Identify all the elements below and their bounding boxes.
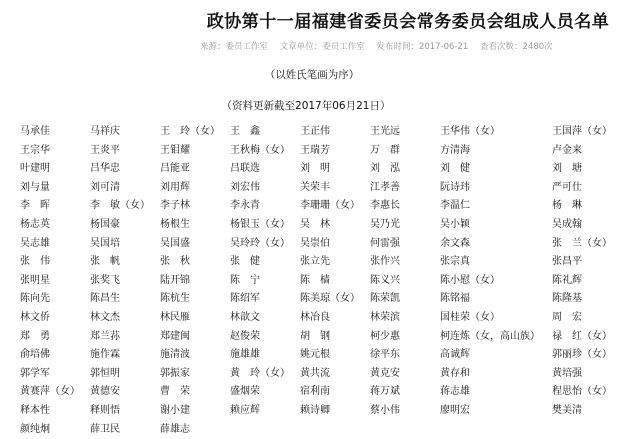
member-name: 廖明宏 (440, 402, 552, 421)
member-name: 郭丽珍（女） (552, 346, 632, 365)
member-name: 刘 塘 (552, 160, 632, 179)
member-name: 李 敏（女） (90, 197, 160, 216)
name-row (20, 290, 640, 309)
member-name: 宿利南 (300, 383, 370, 402)
member-name: 陈铭福 (440, 290, 552, 309)
member-name: 张 帆 (90, 253, 160, 272)
member-name: 王正伟 (300, 123, 370, 142)
member-name: 禄 红（女） (552, 328, 632, 347)
member-name (552, 421, 632, 439)
member-name: 薛卫民 (90, 421, 160, 439)
member-name: 李子林 (160, 197, 230, 216)
member-name: 陆开锦 (160, 272, 230, 291)
member-name: 王 鑫 (230, 123, 300, 142)
member-name: 赵俊荣 (230, 328, 300, 347)
name-row (20, 421, 640, 439)
member-name: 施作霖 (90, 346, 160, 365)
name-row (20, 216, 640, 235)
member-name: 郑 勇 (20, 328, 90, 347)
member-name: 蔡小伟 (370, 402, 440, 421)
member-name: 张昌平 (552, 253, 632, 272)
name-row (20, 365, 640, 384)
name-row (20, 402, 640, 421)
member-name: 黄德安 (90, 383, 160, 402)
member-name: 郑兰荪 (90, 328, 160, 347)
member-name: 吕能亚 (160, 160, 230, 179)
member-name: 吴小颖 (440, 216, 552, 235)
member-name: 刘与量 (20, 179, 90, 198)
member-name: 吴成翰 (552, 216, 632, 235)
member-name: 何雷强 (370, 235, 440, 254)
name-row (20, 346, 640, 365)
member-name: 吴国培 (90, 235, 160, 254)
name-row (20, 160, 640, 179)
meta-author: 文章单位：委员工作室 (280, 42, 365, 52)
member-name: 陈绍军 (230, 290, 300, 309)
meta-views: 查看次数：2480次 (480, 42, 553, 52)
member-name: 柯连炼（女，高山族） (440, 328, 552, 347)
member-name: 王秋梅（女） (230, 142, 300, 161)
member-name: 林歆文 (230, 309, 300, 328)
member-name: 万 群 (370, 142, 440, 161)
name-row (20, 123, 640, 142)
member-name: 释则悟 (90, 402, 160, 421)
member-name: 刘宏伟 (230, 179, 300, 198)
member-name: 王炎平 (90, 142, 160, 161)
member-name: 张宗真 (440, 253, 552, 272)
member-name: 关荣丰 (300, 179, 370, 198)
member-name: 柯少惠 (370, 328, 440, 347)
member-name: 姚元根 (300, 346, 370, 365)
member-name: 马承佳 (20, 123, 90, 142)
member-name: 杨 琳 (552, 197, 632, 216)
member-name: 陈向先 (20, 290, 90, 309)
member-name: 黄共流 (300, 365, 370, 384)
member-name: 郭学军 (20, 365, 90, 384)
name-row (20, 272, 640, 291)
member-name: 陈杭生 (160, 290, 230, 309)
member-name: 李珊珊（女） (300, 197, 370, 216)
meta-source: 来源：委员工作室 (200, 42, 268, 52)
member-name: 吴 林 (300, 216, 370, 235)
member-name: 黄赛萍（女） (20, 383, 90, 402)
member-name: 赖诗卿 (300, 402, 370, 421)
member-name (370, 421, 440, 439)
member-name: 吕华忠 (90, 160, 160, 179)
name-row (20, 235, 640, 254)
member-name: 刘用辉 (160, 179, 230, 198)
member-name: 陈小慰（女） (440, 272, 552, 291)
article-meta (200, 40, 562, 52)
member-name: 刘 泓 (370, 160, 440, 179)
member-name: 陈美琼（女） (300, 290, 370, 309)
member-name (300, 421, 370, 439)
member-name: 杨国豪 (90, 216, 160, 235)
member-name: 张奖飞 (90, 272, 160, 291)
member-name: 阮诗玮 (440, 179, 552, 198)
name-row (20, 328, 640, 347)
member-name: 曹 荣 (160, 383, 230, 402)
name-row (20, 309, 640, 328)
member-name: 林文侨 (20, 309, 90, 328)
member-name: 李温仁 (440, 197, 552, 216)
member-name: 吴乃光 (370, 216, 440, 235)
member-name: 江孝善 (370, 179, 440, 198)
member-name: 吕联选 (230, 160, 300, 179)
member-name: 王钼耀 (160, 142, 230, 161)
member-name: 杨根生 (160, 216, 230, 235)
member-name: 李惠长 (370, 197, 440, 216)
member-name: 陈昌生 (90, 290, 160, 309)
member-name: 徐平东 (370, 346, 440, 365)
member-name: 蒋志雄 (440, 383, 552, 402)
member-name: 薛雄志 (160, 421, 230, 439)
member-name: 樊美清 (552, 402, 632, 421)
member-name: 陈 宁 (230, 272, 300, 291)
member-name: 黄培强 (552, 365, 632, 384)
member-name: 郑建闽 (160, 328, 230, 347)
member-name: 张 健 (230, 253, 300, 272)
member-name: 张明星 (20, 272, 90, 291)
member-name: 黄 玲（女） (230, 365, 300, 384)
member-name: 王华伟（女） (440, 123, 552, 142)
name-row (20, 142, 640, 161)
member-name: 陈礼辉 (552, 272, 632, 291)
member-name: 黄存和 (440, 365, 552, 384)
member-name: 王 玲（女） (160, 123, 230, 142)
member-name: 蒋万斌 (370, 383, 440, 402)
member-name: 国桂荣（女） (440, 309, 552, 328)
member-name: 吴志雄 (20, 235, 90, 254)
member-name: 盛烟荣 (230, 383, 300, 402)
member-name: 林冶良 (300, 309, 370, 328)
member-name (440, 421, 552, 439)
member-name: 王瑞芳 (300, 142, 370, 161)
member-name: 张作兴 (370, 253, 440, 272)
member-name: 施清波 (160, 346, 230, 365)
name-row (20, 383, 640, 402)
member-name: 吴国盛 (160, 235, 230, 254)
member-name: 刘 明 (300, 160, 370, 179)
member-name: 方清海 (440, 142, 552, 161)
member-name: 黄克安 (370, 365, 440, 384)
member-name: 杨志英 (20, 216, 90, 235)
member-name: 吴崇伯 (300, 235, 370, 254)
name-row (20, 179, 640, 198)
member-name: 张 秋 (160, 253, 230, 272)
page-title: 政协第十一届福建省委员会常务委员会组成人员名单 (0, 7, 640, 32)
member-name: 陈荣凯 (370, 290, 440, 309)
member-name: 王宗华 (20, 142, 90, 161)
member-name: 李永青 (230, 197, 300, 216)
member-name: 陈隆基 (552, 290, 632, 309)
member-name: 郭恒明 (90, 365, 160, 384)
update-note: （资料更新截至2017年06月21日） (0, 98, 626, 113)
member-name: 高诚辉 (440, 346, 552, 365)
member-name: 周 宏 (552, 309, 632, 328)
member-name: 卢金来 (552, 142, 632, 161)
member-name: 谢小建 (160, 402, 230, 421)
member-name: 吴玲玲（女） (230, 235, 300, 254)
member-name: 林民雁 (160, 309, 230, 328)
member-name: 严可仕 (552, 179, 632, 198)
member-name: 张 伟 (20, 253, 90, 272)
order-note: （以姓氏笔画为序） (0, 67, 632, 82)
member-name: 胡 钢 (300, 328, 370, 347)
member-name: 赖应辉 (230, 402, 300, 421)
member-name: 杨银玉（女） (230, 216, 300, 235)
member-name: 王国萍（女） (552, 123, 632, 142)
member-name: 余文森 (440, 235, 552, 254)
member-name: 马祥庆 (90, 123, 160, 142)
name-row (20, 253, 640, 272)
meta-date: 发布时间：2017-06-21 (376, 42, 468, 52)
member-name: 释本性 (20, 402, 90, 421)
member-name: 俞培佛 (20, 346, 90, 365)
member-name: 王光远 (370, 123, 440, 142)
member-name: 郭振家 (160, 365, 230, 384)
member-name: 林文杰 (90, 309, 160, 328)
member-name: 李 晖 (20, 197, 90, 216)
member-name: 施雄雄 (230, 346, 300, 365)
member-name (230, 421, 300, 439)
member-name: 陈义兴 (370, 272, 440, 291)
member-name: 颜纯炯 (20, 421, 90, 439)
member-name: 陈 樯 (300, 272, 370, 291)
member-name: 刘 健 (440, 160, 552, 179)
member-name-grid (20, 123, 640, 439)
member-name: 刘可清 (90, 179, 160, 198)
member-name: 张立先 (300, 253, 370, 272)
member-name: 张 兰（女） (552, 235, 632, 254)
member-name: 叶建明 (20, 160, 90, 179)
member-name: 程思怡（女） (552, 383, 632, 402)
member-name: 林荣滨 (370, 309, 440, 328)
name-row (20, 197, 640, 216)
